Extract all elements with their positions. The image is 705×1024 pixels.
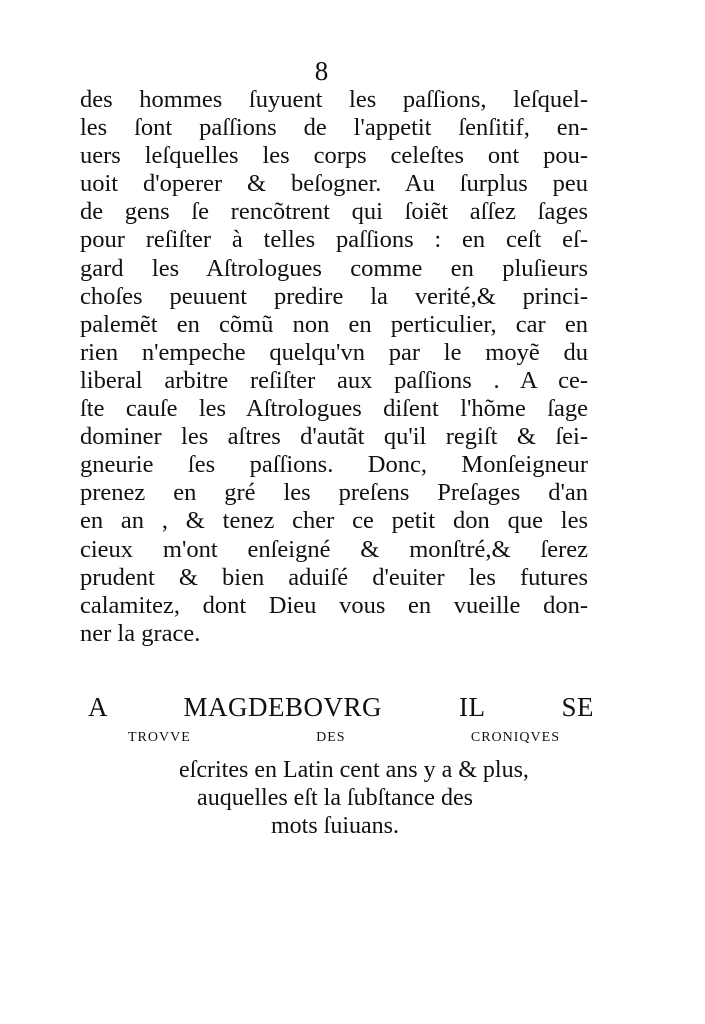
text-line: auquelles eſt la ſubſtance des <box>197 785 473 811</box>
body-text <box>80 86 588 648</box>
text-line: prudent & bien aduiſé d'euiter les futures <box>80 563 588 591</box>
section-heading: A MAGDEBOVRG IL SE <box>88 692 594 722</box>
text-line: ſte cauſe les Aſtrologues diſent l'hõme ſage <box>80 395 588 423</box>
text-line: ner la grace. <box>80 619 201 647</box>
text-line: des hommes ſuyuent les paſſions, leſquel- <box>80 86 588 113</box>
page-number: 8 <box>314 56 329 86</box>
section-subheading: TROVVE DES CRONIQVES <box>128 730 560 745</box>
text-line: prenez en gré les preſens Preſages d'an <box>80 479 588 507</box>
text-line: uoit d'operer & beſogner. Au ſurplus peu <box>80 170 588 198</box>
heading-continuation <box>100 756 600 840</box>
text-line: gneurie ſes paſſions. Donc, Monſeigneur <box>80 451 588 479</box>
text-line: gard les Aſtrologues comme en pluſieurs <box>80 254 588 282</box>
text-line: mots ſuiuans. <box>270 813 399 839</box>
text-line: cieux m'ont enſeigné & monſtré,& ſerez <box>80 535 588 563</box>
text-line: eſcrites en Latin cent ans y a & plus, <box>179 757 529 783</box>
text-line: palemẽt en cõmũ non en perticulier, car en <box>80 310 588 338</box>
text-line: uers leſquelles les corps celeſtes ont pou- <box>80 142 588 170</box>
text-line: choſes peuuent predire la verité,& princi- <box>80 282 588 310</box>
text-line: liberal arbitre reſiſter aux paſſions . A ce- <box>80 366 588 394</box>
text-line: les ſont paſſions de l'appetit ſenſitif, en- <box>80 114 588 142</box>
text-line: en an , & tenez cher ce petit don que les <box>80 507 588 535</box>
text-line: rien n'empeche quelqu'vn par le moyẽ du <box>80 338 588 366</box>
text-line: pour reſiſter à telles paſſions : en ceſt eſ- <box>80 226 588 254</box>
text-line: calamitez, dont Dieu vous en vueille don- <box>80 591 588 619</box>
text-line: dominer les aſtres d'autãt qu'il regiſt & ſei- <box>80 423 588 451</box>
text-line: de gens ſe rencõtrent qui ſoiẽt aſſez ſages <box>80 198 588 226</box>
